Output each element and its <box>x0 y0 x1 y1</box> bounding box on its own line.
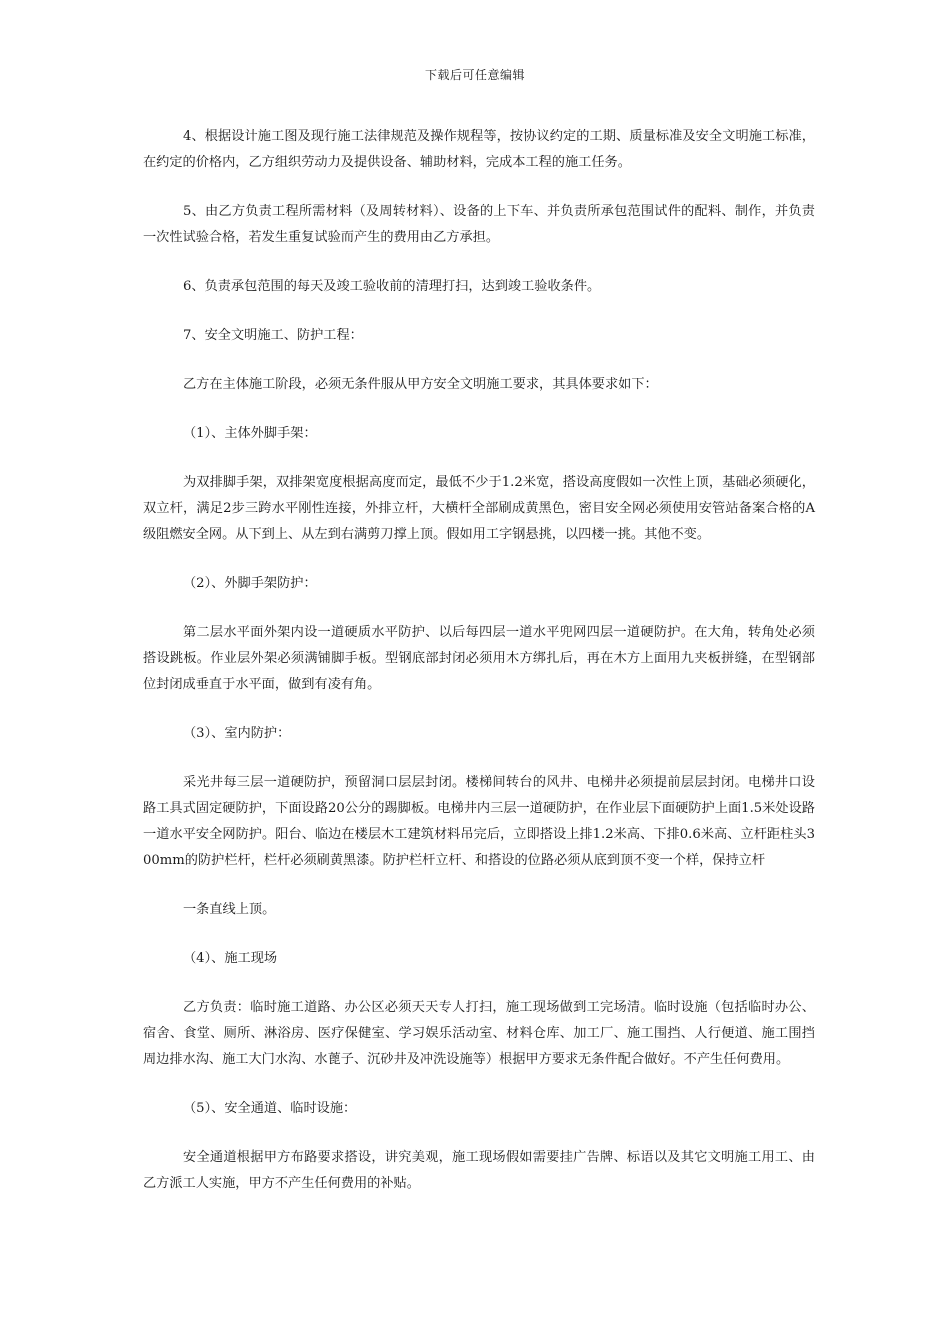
paragraph-item-5: 5、由乙方负责工程所需材料（及周转材料）、设备的上下车、并负责所承包范围试件的配料、制作，并负责一次性试验合格，若发生重复试验而产生的费用由乙方承担。 <box>143 204 815 245</box>
document-body <box>143 124 815 1220</box>
subheading-4: （4）、施工现场 <box>183 951 278 966</box>
paragraph-indoor-protection-continued: 一条直线上顶。 <box>183 902 276 917</box>
paragraph-scaffold: 为双排脚手架，双排架宽度根据高度而定，最低不少于1.2米宽，搭设高度假如一次性上顶，基础必须硬化，双立杆，满足2步三跨水平刚性连接，外排立杆，大横杆全部刷成黄黑色，密目安全网必须使用安管站备案合格的A级阻燃安全网。从下到上、从左到右满剪刀撑上顶。假如用工字钢悬挑，以四楼一挑。其他不变。 <box>143 475 815 542</box>
paragraph-site: 乙方负责：临时施工道路、办公区必须天天专人打扫，施工现场做到工完场清。临时设施（包括临时办公、宿舍、食堂、厕所、淋浴房、医疗保健室、学习娱乐活动室、材料仓库、加工厂、施工围挡、人行便道、施工围挡周边排水沟、施工大门水沟、水蓖子、沉砂井及冲洗设施等）根据甲方要求无条件配合做好。不产生任何费用。 <box>143 1000 815 1067</box>
subheading-3: （3）、室内防护： <box>183 726 291 741</box>
paragraph-indoor-protection: 采光井每三层一道硬防护，预留洞口层层封闭。楼梯间转台的风井、电梯井必须提前层层封闭。电梯井口设路工具式固定硬防护，下面设路20公分的踢脚板。电梯井内三层一道硬防护，在作业层下面硬防护上面1.5米处设路一道水平安全网防护。阳台、临边在楼层木工建筑材料吊完后，立即搭设上排1.2米高、下排0.6米高、立杆距柱头300mm的防护栏杆，栏杆必须刷黄黑漆。防护栏杆立杆、和搭设的位路必须从底到顶不变一个样，保持立杆 <box>143 775 815 868</box>
subheading-1: （1）、主体外脚手架： <box>183 426 317 441</box>
paragraph-item-6: 6、负责承包范围的每天及竣工验收前的清理打扫，达到竣工验收条件。 <box>183 279 601 294</box>
paragraph-item-7: 7、安全文明施工、防护工程： <box>183 328 363 343</box>
paragraph-scaffold-protection: 第二层水平面外架内设一道硬质水平防护、以后每四层一道水平兜网四层一道硬防护。在大角，转角处必须搭设跳板。作业层外架必须满铺脚手板。型钢底部封闭必须用木方绑扎后，再在木方上面用九夹板拼缝，在型钢部位封闭成垂直于水平面，做到有凌有角。 <box>143 625 815 692</box>
paragraph-item-4: 4、根据设计施工图及现行施工法律规范及操作规程等，按协议约定的工期、质量标准及安全文明施工标准，在约定的价格内，乙方组织劳动力及提供设备、辅助材料，完成本工程的施工任务。 <box>143 129 815 170</box>
paragraph-safety-passage: 安全通道根据甲方布路要求搭设，讲究美观，施工现场假如需要挂广告牌、标语以及其它文明施工用工、由乙方派工人实施，甲方不产生任何费用的补贴。 <box>143 1150 815 1191</box>
paragraph-requirements-intro: 乙方在主体施工阶段，必须无条件服从甲方安全文明施工要求，其具体要求如下： <box>183 377 658 392</box>
subheading-5: （5）、安全通道、临时设施： <box>183 1101 357 1116</box>
page-header: 下载后可任意编辑 <box>424 68 525 82</box>
subheading-2: （2）、外脚手架防护： <box>183 576 317 591</box>
